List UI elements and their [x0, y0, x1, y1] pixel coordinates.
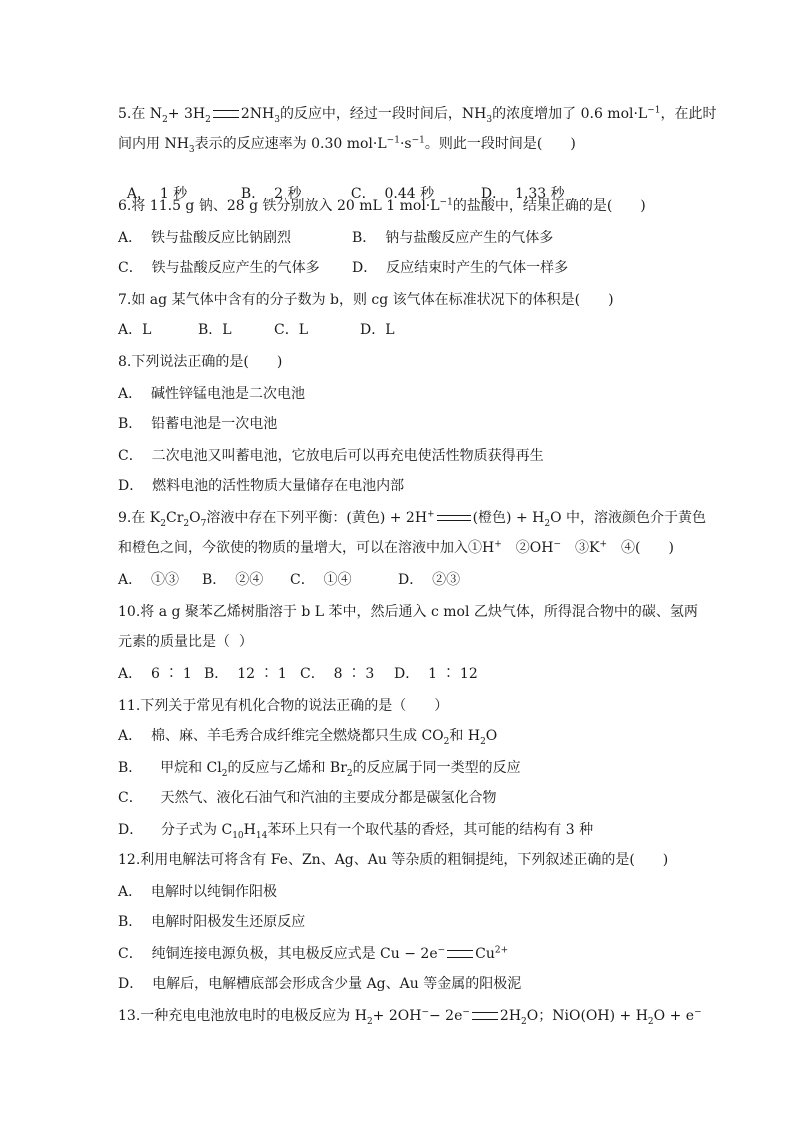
- option-b: B．L: [198, 322, 232, 338]
- q12-stem: 12.利用电解法可将含有 Fe、Zn、Ag、Au 等杂质的粗铜提纯，下列叙述正确的是( ): [118, 852, 669, 868]
- q13-stem: 13.一种充电电池放电时的电极反应为 $H_2+ 2OH^-- 2e^-$ $2H_2O$；$NiO(OH) + H_2O + e^-$: [118, 1007, 702, 1027]
- option-c: C．L: [274, 322, 309, 338]
- option-b: B． 钠与盐酸反应产生的气体多: [352, 230, 554, 246]
- q7-options: [118, 320, 395, 340]
- q6-stem: 6.将 11.5 g 钠、28 g 铁分别放入 20 mL 1 $mol\cdot L^{-1}$的盐酸中，结果正确的是( ): [118, 197, 646, 214]
- equilibrium-arrow: [437, 513, 471, 523]
- option-c: C． 8 ∶ 3: [300, 666, 375, 682]
- option-d: D． 反应结束时产生的气体一样多: [352, 260, 569, 276]
- q8-option-a: A． 碱性锌锰电池是二次电池: [118, 386, 306, 402]
- q10-line1: 10.将 a g 聚苯乙烯树脂溶于 b L 苯中，然后通入 c mol 乙炔气体，所得混合物中的碳、氢两: [118, 604, 698, 620]
- q8-option-d: D． 燃料电池的活性物质大量储存在电池内部: [118, 478, 405, 494]
- q11-option-b: B． 甲烷和 $Cl_2$的反应与乙烯和 $Br_2$的反应属于同一类型的反应: [118, 760, 521, 779]
- q9-options: [118, 570, 460, 590]
- option-a: A． 铁与盐酸反应比钠剧烈: [118, 230, 292, 246]
- q9-line2: 和橙色之间，今欲使的物质的量增大，可以在溶液中加入①H+ ②OH− ③K+ ④( ): [118, 539, 674, 556]
- q5-line2: 间内用 $NH_3$表示的反应速率为 0.30 $mol\cdot L^{-1}\cdot s^{-1}$。则此一段时间是( ): [118, 135, 576, 155]
- q12-option-d: D． 电解后，电解槽底部会形成含少量 Ag、Au 等金属的阳极泥: [118, 976, 522, 992]
- q12-option-a: A． 电解时以纯铜作阳极: [118, 884, 278, 900]
- q6-options-row2: [118, 258, 568, 278]
- option-b: B． ②④: [202, 572, 264, 588]
- q12-option-b: B． 电解时阳极发生还原反应: [118, 914, 306, 930]
- option-c: C． 铁与盐酸反应产生的气体多: [118, 260, 320, 276]
- option-a: A． ①③: [118, 572, 180, 588]
- q5-line1: 5.在 $N_2+ 3H_2$ $2NH_3$的反应中，经过一段时间后，$NH_3$的浓度增加了 0.6 $mol\cdot L^{-1}$，在此时: [118, 105, 717, 125]
- option-c: C． ①④: [290, 572, 352, 588]
- q10-options: [118, 664, 478, 684]
- option-c: C． 0.44 秒: [350, 186, 435, 202]
- option-a: A． 6 ∶ 1: [118, 666, 192, 682]
- option-a: A．L: [118, 322, 152, 338]
- option-b: B． 12 ∶ 1: [204, 666, 287, 682]
- option-d: D． 1 ∶ 12: [394, 666, 478, 682]
- q11-option-d: D． 分子式为 $C_{10}H_{14}$苯环上只有一个取代基的香烃，其可能的结构有 3 种: [118, 822, 594, 841]
- option-d: D． 1.33 秒: [480, 186, 565, 202]
- q11-option-a: A． 棉、麻、羊毛秀合成纤维完全燃烧都只生成 $CO_2$和 $H_2O$: [118, 728, 498, 747]
- q11-option-c: C． 天然气、液化石油气和汽油的主要成分都是碳氢化合物: [118, 790, 497, 806]
- q6-options-row1: [118, 228, 553, 248]
- q10-line2: 元素的质量比是（ ）: [118, 634, 253, 650]
- q9-line1: 9.在 $K_2Cr_2O_7$溶液中存在下列平衡：(黄色) + 2H+ (橙色) + $H_2O$ 中，溶液颜色介于黄色: [118, 509, 707, 529]
- q12-option-c: C． 纯铜连接电源负极，其电极反应式是 Cu − 2e− $Cu^{2+}$: [118, 945, 509, 962]
- q7-stem: 7.如 ag 某气体中含有的分子数为 b，则 cg 该气体在标准状况下的体积是( ): [118, 292, 614, 308]
- q8-option-c: C． 二次电池又叫蓄电池，它放电后可以再充电使活性物质获得再生: [118, 448, 544, 464]
- option-d: D． ②③: [398, 572, 461, 588]
- option-b: B． 2 秒: [240, 186, 302, 202]
- q11-stem: 11.下列关于常见有机化合物的说法正确的是（ ）: [118, 698, 449, 714]
- option-a: A． 1 秒: [126, 186, 188, 202]
- q8-stem: 8.下列说法正确的是( ): [118, 354, 283, 370]
- option-d: D．L: [360, 322, 395, 338]
- q8-option-b: B． 铅蓄电池是一次电池: [118, 416, 278, 432]
